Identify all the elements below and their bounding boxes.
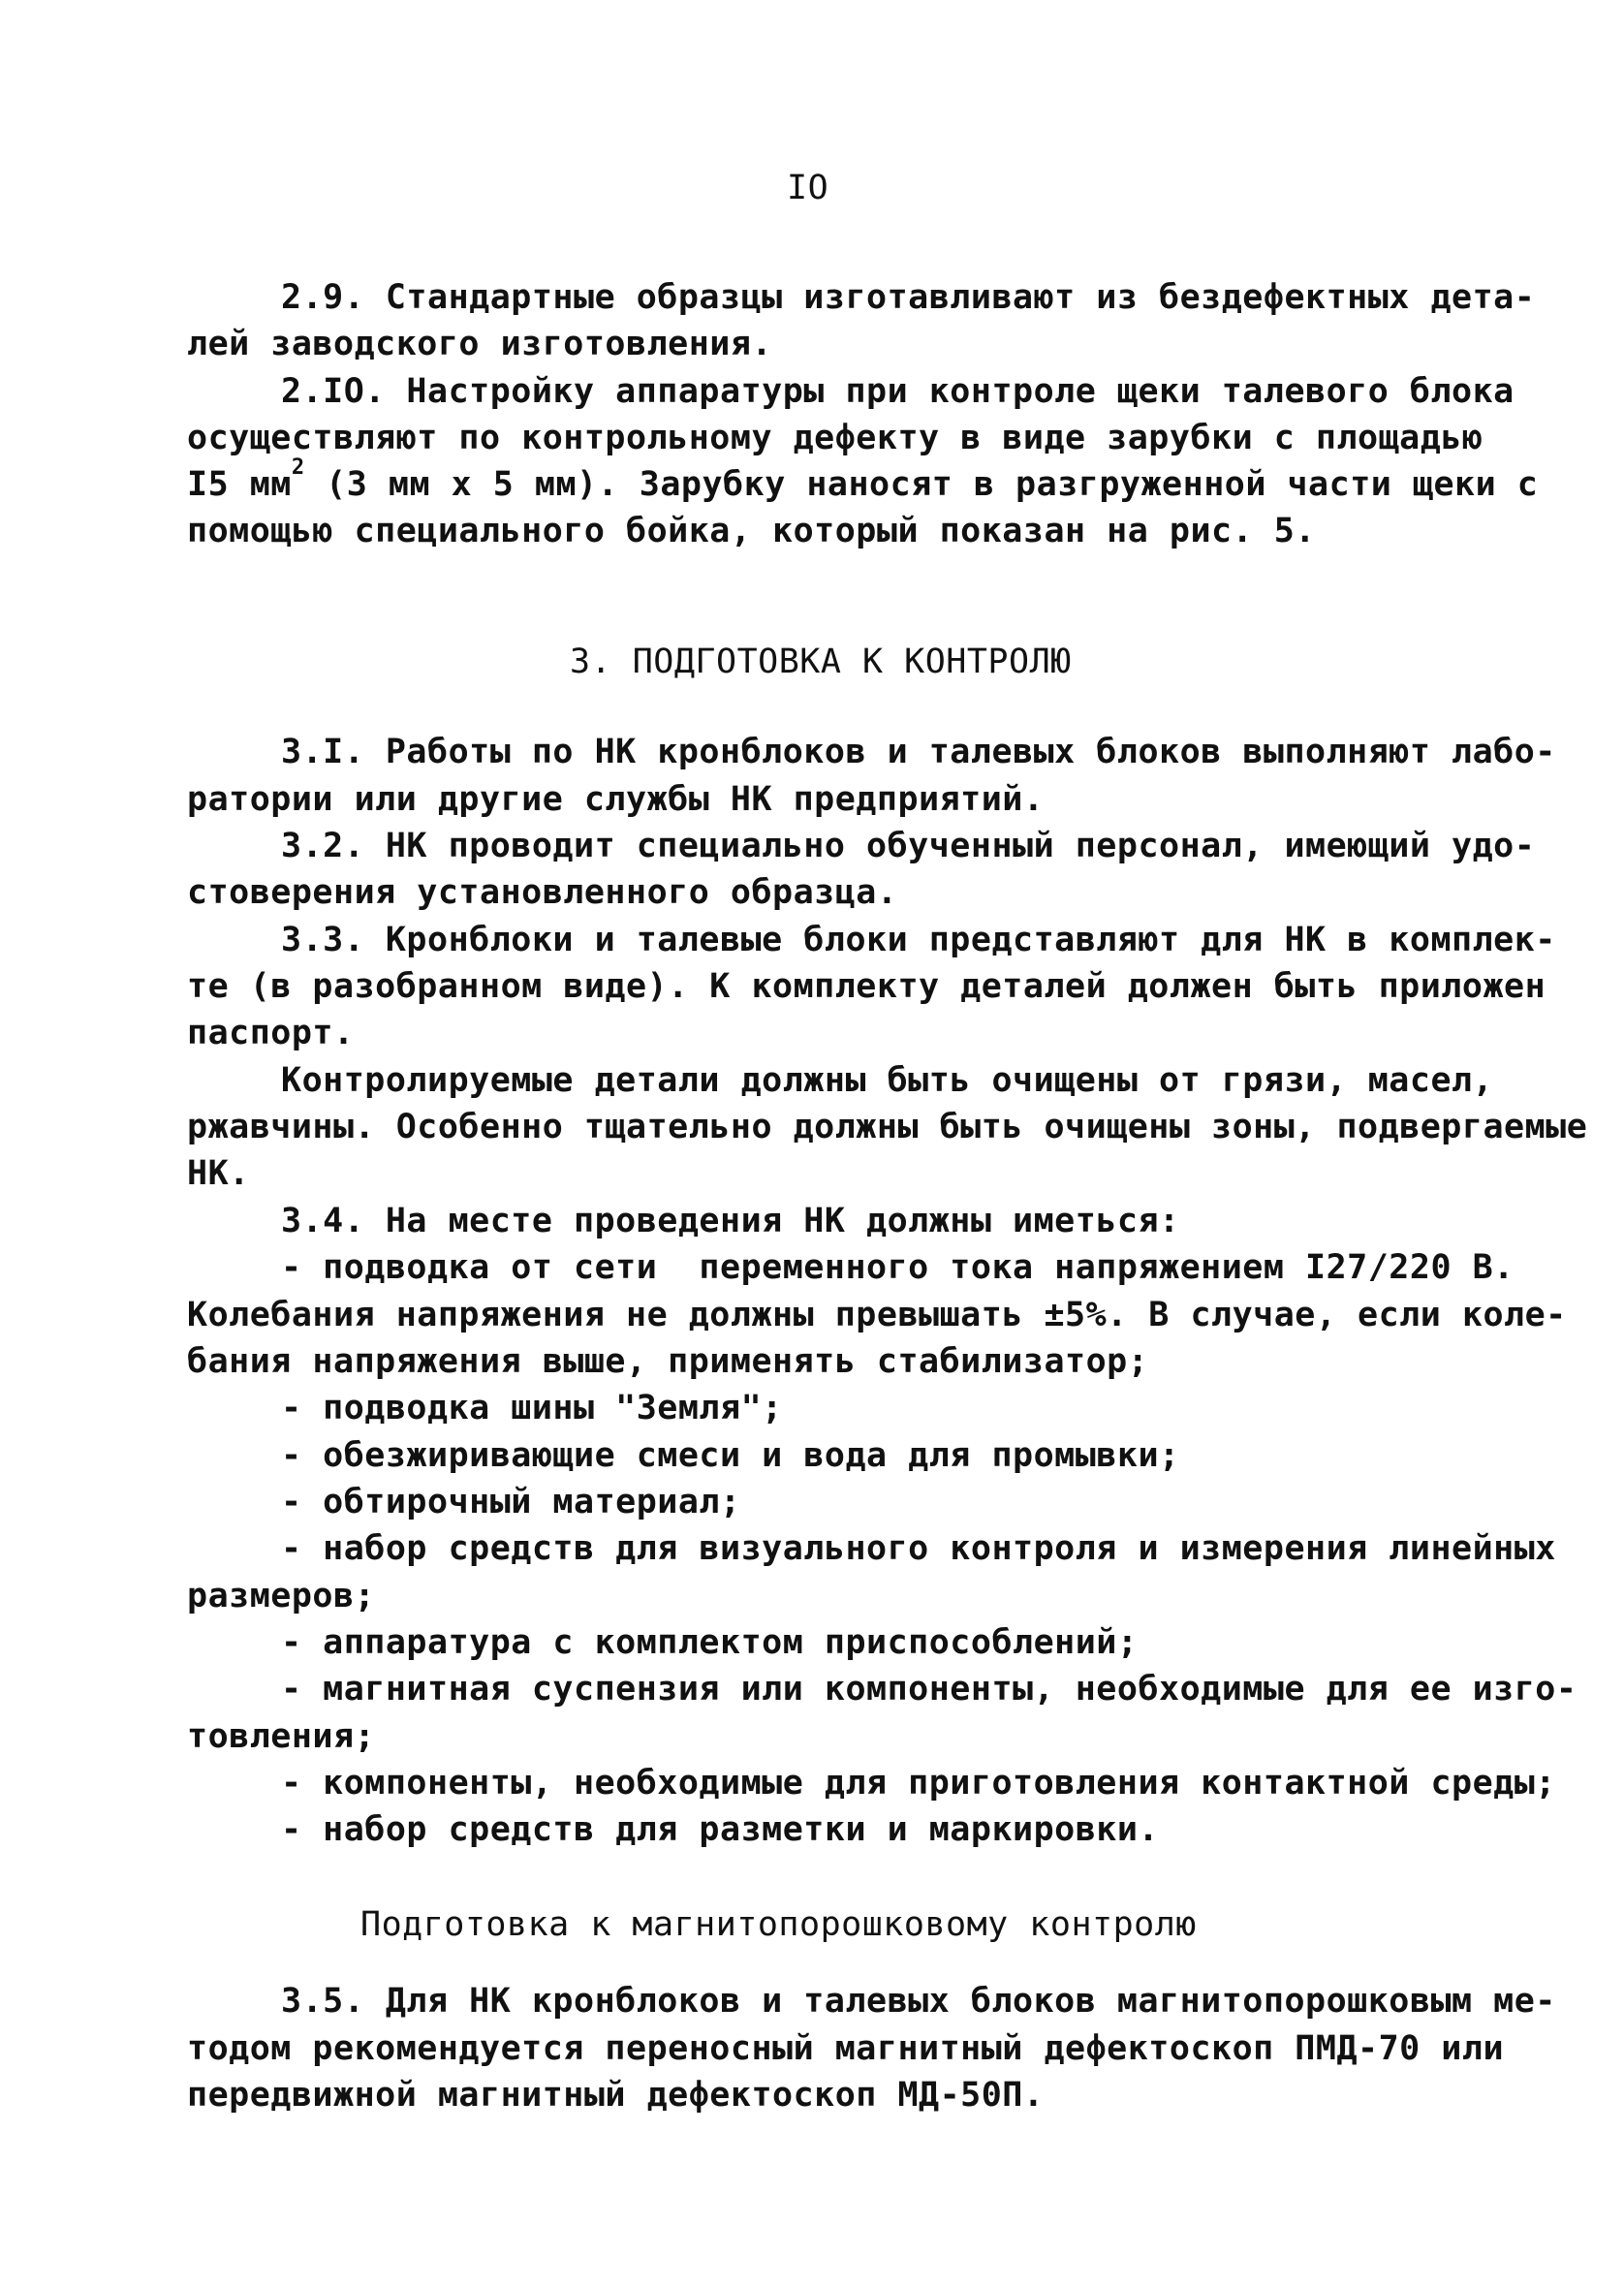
list-item-visual-tools: - набор средств для визуального контроля и измерения линейных [281, 1529, 1556, 1568]
paragraph-3-5-line-2: тодом рекомендуется переносный магнитный дефектоскоп ПМД-70 или [187, 2029, 1505, 2068]
area-value: I5 мм [187, 465, 292, 504]
subsection-heading: Подготовка к магнитопорошковому контролю [360, 1905, 1197, 1944]
paragraph-3-3b-line-1: Контролируемые детали должны быть очищены от грязи, масел, [281, 1061, 1494, 1100]
paragraph-2-10-line-2: осуществляют по контрольному дефекту в виде зарубки с площадью [187, 419, 1483, 457]
page-number: IO [787, 169, 829, 207]
list-item-magnetic-suspension-cont: товления; [187, 1717, 376, 1756]
paragraph-3-3-line-1: 3.3. Кронблоки и талевые блоки представляют для НК в комплек- [281, 921, 1556, 959]
list-item-equipment: - аппаратура с комплектом приспособлений; [281, 1623, 1139, 1662]
paragraph-3-1-line-2: ратории или другие службы НК предприятий. [187, 780, 1045, 819]
list-item-ground-bus: - подводка шины "Земля"; [281, 1389, 783, 1427]
list-item-magnetic-suspension: - магнитная суспензия или компоненты, необходимые для ее изго- [281, 1670, 1577, 1709]
superscript-2: 2 [291, 455, 305, 480]
paragraph-2-10-line-3-rest: (3 мм х 5 мм). Зарубку наносят в разгруженной части щеки с [304, 465, 1539, 504]
paragraph-3-3b-line-2: ржавчины. Особенно тщательно должны быть очищены зоны, подвергаемые [187, 1108, 1588, 1146]
paragraph-2-10-line-1: 2.IO. Настройку аппаратуры при контроле щеки талевого блока [281, 372, 1515, 411]
paragraph-3-5-line-1: 3.5. Для НК кронблоков и талевых блоков магнитопорошковым ме- [281, 1982, 1556, 2021]
paragraph-3-2-line-1: 3.2. НК проводит специально обученный персонал, имеющий удо- [281, 827, 1536, 865]
paragraph-3-4-line-1: 3.4. На месте проведения НК должны иметься: [281, 1202, 1180, 1240]
list-item-wiping-material: - обтирочный материал; [281, 1483, 741, 1521]
paragraph-3-4-line-3: Колебания напряжения не должны превышать ±5%. В случае, если коле- [187, 1296, 1567, 1334]
list-item-marking-tools: - набор средств для разметки и маркировки. [281, 1810, 1160, 1849]
section-heading: 3. ПОДГОТОВКА К КОНТРОЛЮ [570, 643, 1072, 681]
paragraph-2-9-line-1: 2.9. Стандартные образцы изготавливают из бездефектных дета- [281, 278, 1536, 317]
list-item-contact-medium: - компоненты, необходимые для приготовления контактной среды; [281, 1764, 1556, 1803]
paragraph-3-3b-line-3: НК. [187, 1154, 250, 1193]
paragraph-2-9-line-2: лей заводского изготовления. [187, 325, 773, 363]
paragraph-3-5-line-3: передвижной магнитный дефектоскоп МД-50П. [187, 2076, 1045, 2115]
paragraph-3-3-line-2: те (в разобранном виде). К комплекту деталей должен быть приложен [187, 967, 1546, 1006]
paragraph-3-3-line-3: паспорт. [187, 1014, 355, 1052]
list-item-degreasing: - обезжиривающие смеси и вода для промывки; [281, 1436, 1180, 1475]
list-item-visual-tools-cont: размеров; [187, 1577, 376, 1615]
paragraph-3-1-line-1: 3.I. Работы по НК кронблоков и талевых блоков выполняют лабо- [281, 733, 1556, 771]
paragraph-2-10-line-4: помощью специального бойка, который показан на рис. 5. [187, 512, 1316, 550]
paragraph-3-4-line-4: бания напряжения выше, применять стабилизатор; [187, 1342, 1149, 1381]
list-item-power-supply: - подводка от сети переменного тока напряжением I27/220 В. [281, 1248, 1515, 1287]
paragraph-3-2-line-2: стоверения установленного образца. [187, 873, 898, 912]
paragraph-2-10-line-3 [187, 455, 1539, 508]
